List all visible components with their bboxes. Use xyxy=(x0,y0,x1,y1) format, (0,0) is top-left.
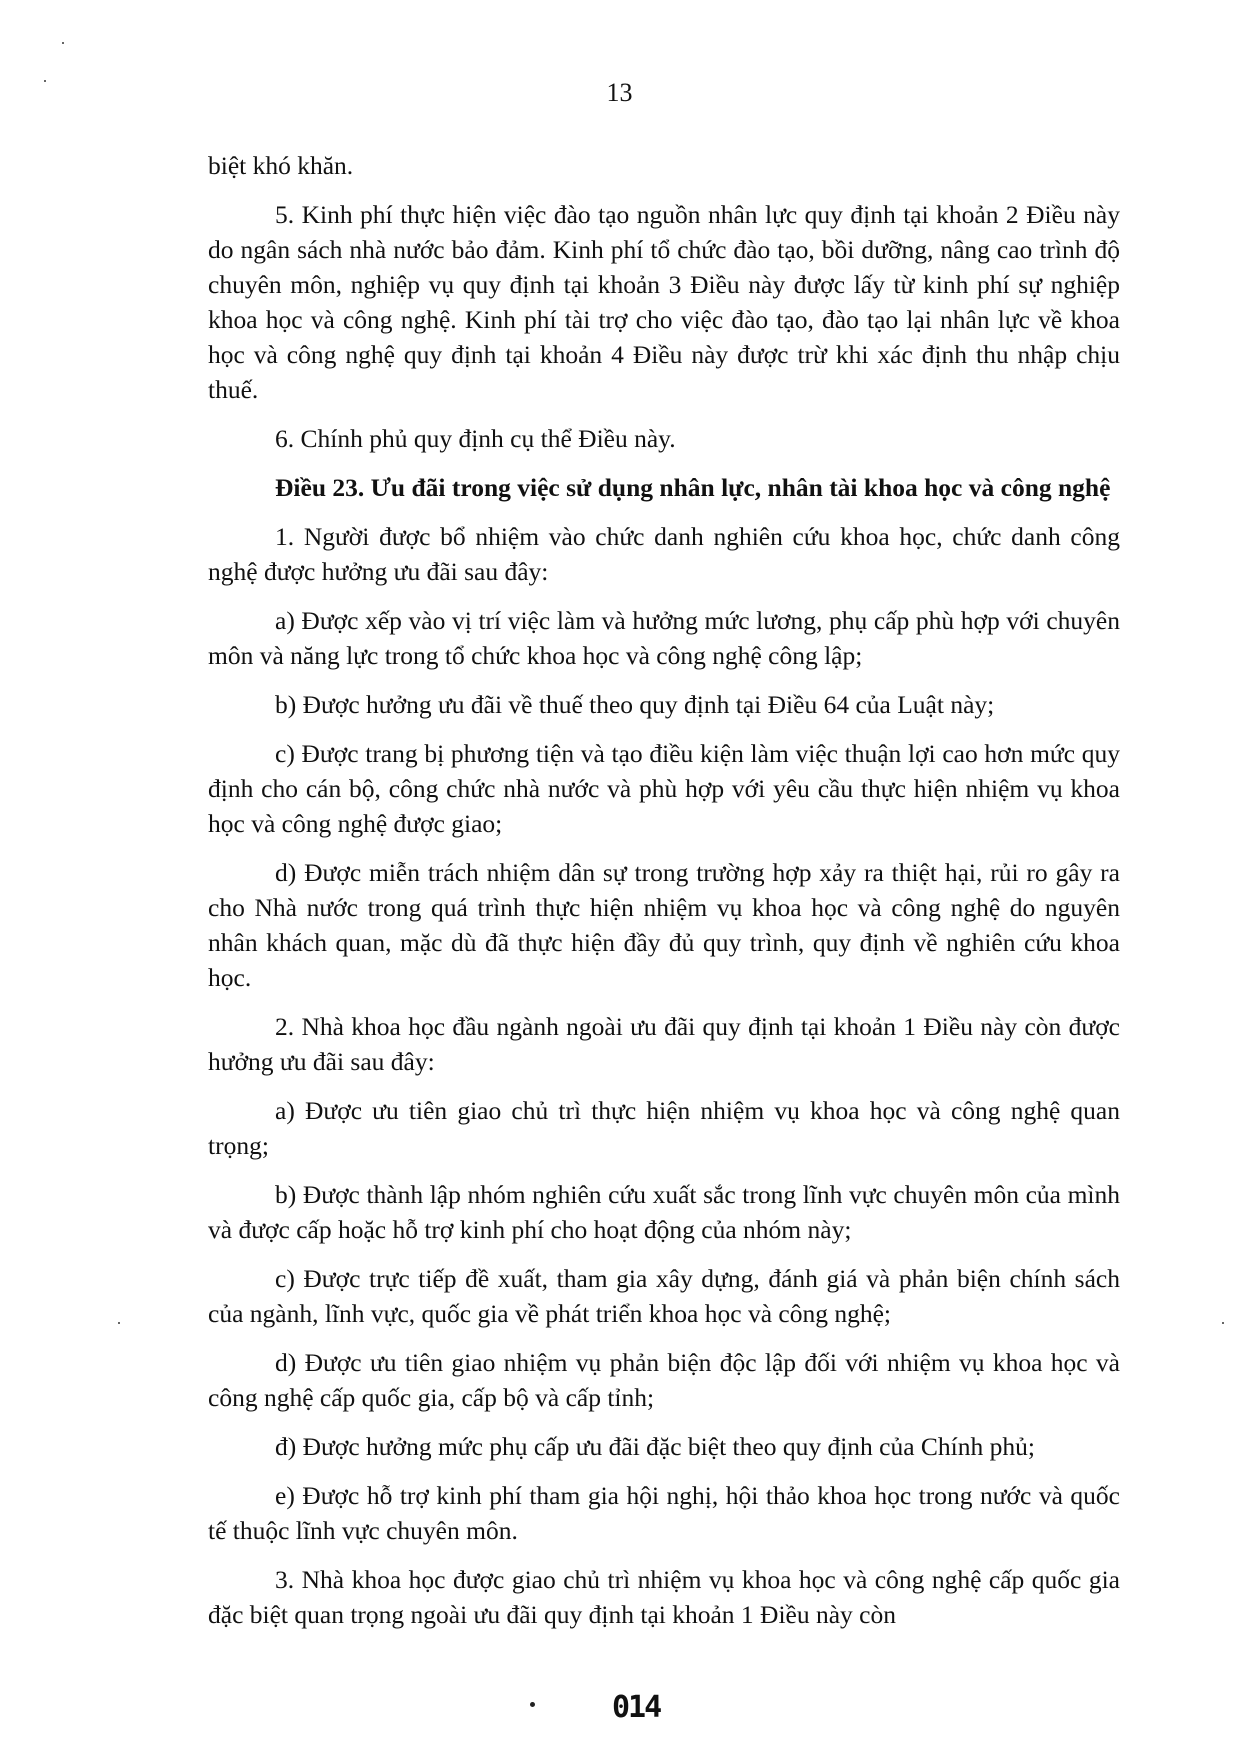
scan-speck xyxy=(44,80,46,82)
paragraph-point-2d: d) Được ưu tiên giao nhiệm vụ phản biện độc lập đối với nhiệm vụ khoa học và công nghệ cấp quốc gia, cấp bộ và cấp tỉnh; xyxy=(208,1348,1120,1412)
scan-speck xyxy=(118,1322,120,1324)
page-number: 13 xyxy=(606,78,633,107)
paragraph-clause-2: 2. Nhà khoa học đầu ngành ngoài ưu đãi quy định tại khoản 1 Điều này còn được hưởng ưu đãi sau đây: xyxy=(208,1012,1120,1076)
scan-speck xyxy=(62,42,64,44)
paragraph-clause-6: 6. Chính phủ quy định cụ thể Điều này. xyxy=(275,424,676,453)
paragraph-point-1a: a) Được xếp vào vị trí việc làm và hưởng mức lương, phụ cấp phù hợp với chuyên môn và năng lực trong tổ chức khoa học và công nghệ công lập; xyxy=(208,606,1120,670)
article-23-heading: Điều 23. Ưu đãi trong việc sử dụng nhân lực, nhân tài khoa học và công nghệ xyxy=(275,473,1111,502)
paragraph-point-2a: a) Được ưu tiên giao chủ trì thực hiện nhiệm vụ khoa học và công nghệ quan trọng; xyxy=(208,1096,1120,1160)
paragraph-point-2e: e) Được hỗ trợ kinh phí tham gia hội nghị, hội thảo khoa học trong nước và quốc tế thuộc lĩnh vực chuyên môn. xyxy=(208,1481,1120,1545)
paragraph-clause-3: 3. Nhà khoa học được giao chủ trì nhiệm vụ khoa học và công nghệ cấp quốc gia đặc biệt quan trọng ngoài ưu đãi quy định tại khoản 1 Điều này còn xyxy=(208,1565,1120,1629)
stamp-number: 014 xyxy=(612,1690,661,1725)
document-body xyxy=(208,148,1120,1646)
paragraph-point-1d: d) Được miễn trách nhiệm dân sự trong trường hợp xảy ra thiệt hại, rủi ro gây ra cho Nhà nước trong quá trình thực hiện nhiệm vụ khoa học và công nghệ do nguyên nhân khách quan, mặc dù đã thực hiện đầy đủ quy trình, quy định về nghiên cứu khoa học. xyxy=(208,858,1120,992)
scan-speck xyxy=(1222,1322,1224,1324)
paragraph-point-2dd: đ) Được hưởng mức phụ cấp ưu đãi đặc biệt theo quy định của Chính phủ; xyxy=(275,1432,1035,1461)
paragraph-point-2b: b) Được thành lập nhóm nghiên cứu xuất sắc trong lĩnh vực chuyên môn của mình và được cấp hoặc hỗ trợ kinh phí cho hoạt động của nhóm này; xyxy=(208,1180,1120,1244)
paragraph-clause-5: 5. Kinh phí thực hiện việc đào tạo nguồn nhân lực quy định tại khoản 2 Điều này do ngân sách nhà nước bảo đảm. Kinh phí tổ chức đào tạo, bồi dưỡng, nâng cao trình độ chuyên môn, nghiệp vụ quy định tại khoản 3 Điều này được lấy từ kinh phí sự nghiệp khoa học và công nghệ. Kinh phí tài trợ cho việc đào tạo, đào tạo lại nhân lực về khoa học và công nghệ quy định tại khoản 4 Điều này được trừ khi xác định thu nhập chịu thuế. xyxy=(208,200,1120,404)
paragraph-clause-1: 1. Người được bổ nhiệm vào chức danh nghiên cứu khoa học, chức danh công nghệ được hưởng ưu đãi sau đây: xyxy=(208,522,1120,586)
paragraph-continuation: biệt khó khăn. xyxy=(208,151,354,180)
scan-dot-mark xyxy=(530,1702,535,1707)
paragraph-point-2c: c) Được trực tiếp đề xuất, tham gia xây dựng, đánh giá và phản biện chính sách của ngành, lĩnh vực, quốc gia về phát triển khoa học và công nghệ; xyxy=(208,1264,1120,1328)
paragraph-point-1c: c) Được trang bị phương tiện và tạo điều kiện làm việc thuận lợi cao hơn mức quy định cho cán bộ, công chức nhà nước và phù hợp với yêu cầu thực hiện nhiệm vụ khoa học và công nghệ được giao; xyxy=(208,739,1120,838)
paragraph-point-1b: b) Được hưởng ưu đãi về thuế theo quy định tại Điều 64 của Luật này; xyxy=(275,690,995,719)
